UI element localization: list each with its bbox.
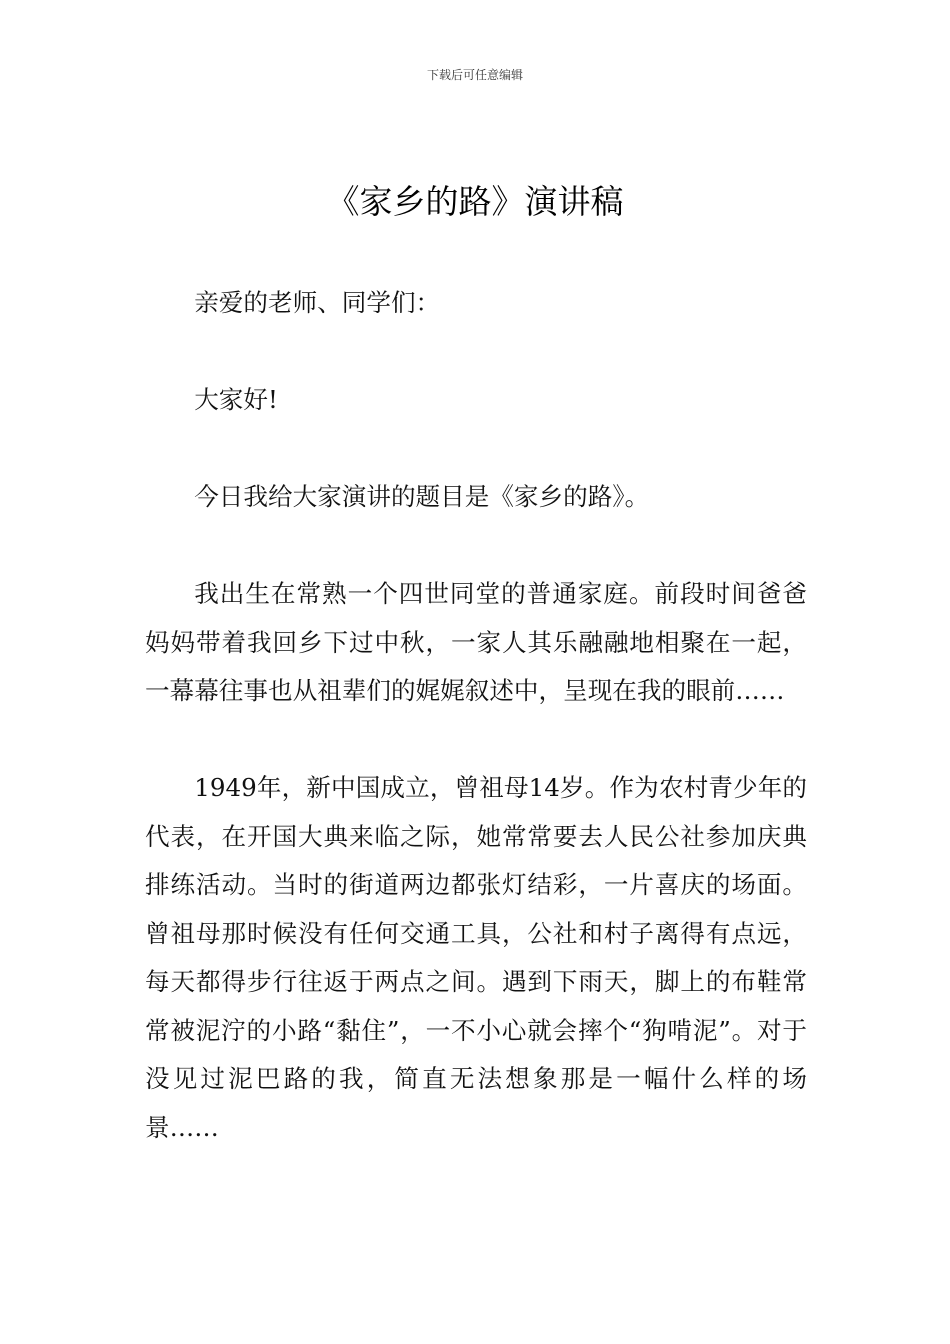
- document-body: [145, 279, 807, 1201]
- page-header: 下载后可任意编辑: [426, 68, 523, 82]
- paragraph-family: 我出生在常熟一个四世同堂的普通家庭。前段时间爸爸妈妈带着我回乡下过中秋，一家人其乐融融地相聚在一起，一幕幕往事也从祖辈们的娓娓叙述中，呈现在我的眼前……: [145, 579, 807, 705]
- paragraph-topic: 今日我给大家演讲的题目是《家乡的路》。: [194, 482, 650, 511]
- paragraph-hello: 大家好!: [194, 385, 278, 414]
- paragraph-greeting: 亲爱的老师、同学们：: [194, 288, 441, 317]
- paragraph-1949: 1949年，新中国成立，曾祖母14岁。作为农村青少年的代表，在开国大典来临之际，她常常要去人民公社参加庆典排练活动。当时的街道两边都张灯结彩，一片喜庆的场面。曾祖母那时候没有任何交通工具，公社和村子离得有点远，每天都得步行往返于两点之间。遇到下雨天，脚上的布鞋常常被泥泞的小路“黏住”，一不小心就会摔个“狗啃泥”。对于没见过泥巴路的我，简直无法想象那是一幅什么样的场景……: [145, 773, 807, 1142]
- document-title: 《家乡的路》演讲稿: [326, 182, 624, 221]
